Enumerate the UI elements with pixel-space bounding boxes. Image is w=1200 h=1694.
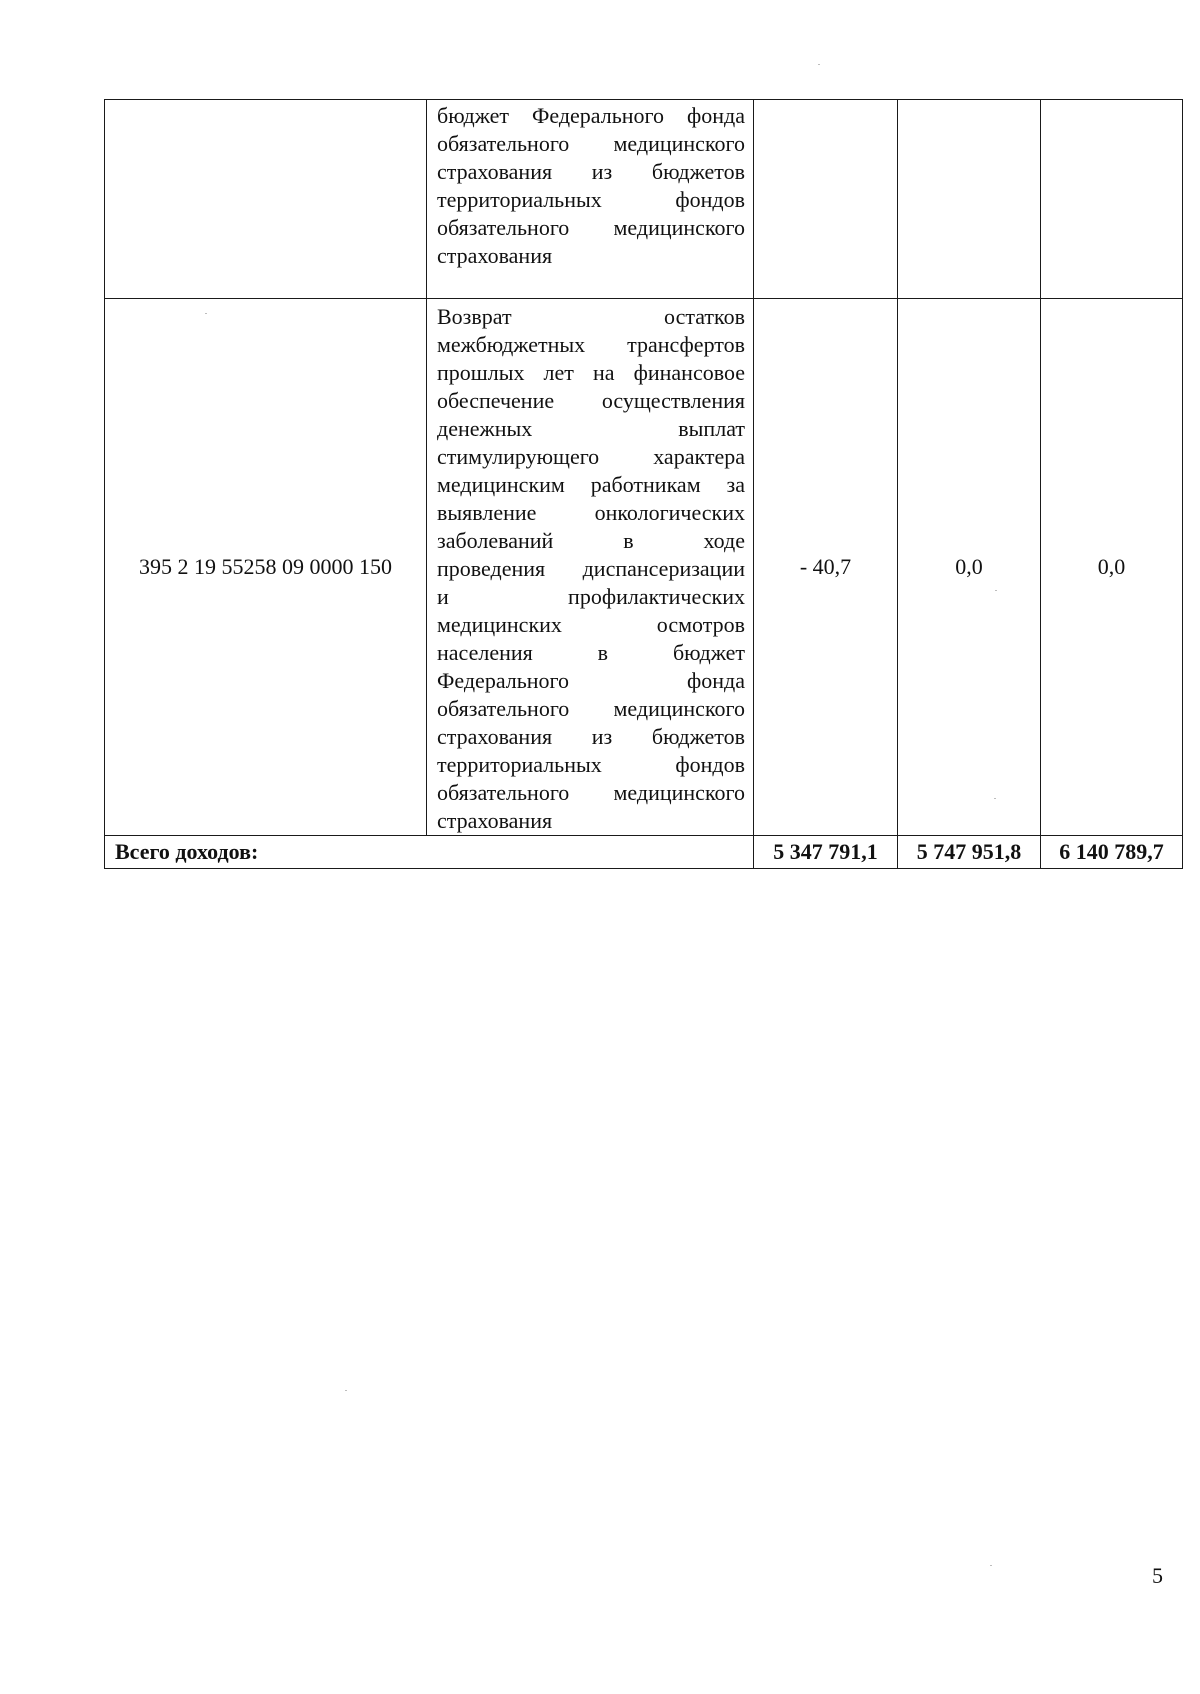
revenue-name xyxy=(427,299,754,836)
name-line: проведения диспансеризации xyxy=(437,556,745,581)
name-line: страхования из бюджетов xyxy=(437,724,745,749)
name-line: стимулирующего характера xyxy=(437,444,745,469)
scan-speck xyxy=(818,64,820,65)
value-cell-empty xyxy=(754,100,898,299)
table-row xyxy=(105,299,1183,836)
name-line: медицинских осмотров xyxy=(437,612,745,637)
total-row xyxy=(105,836,1183,869)
name-line: обязательного медицинского xyxy=(437,215,745,240)
name-line: обязательного медицинского xyxy=(437,780,745,805)
total-label: Всего доходов: xyxy=(105,836,754,869)
name-line: Возврат остатков xyxy=(437,304,745,329)
value-cell-empty xyxy=(1041,100,1183,299)
name-line: и профилактических xyxy=(437,584,745,609)
value-year-3: 0,0 xyxy=(1041,299,1183,836)
value-year-1: - 40,7 xyxy=(754,299,898,836)
table-row-continuation xyxy=(105,100,1183,299)
total-year-2: 5 747 951,8 xyxy=(898,836,1041,869)
revenue-table xyxy=(104,99,1183,869)
name-line: заболеваний в ходе xyxy=(437,528,745,553)
value-year-2: 0,0 xyxy=(898,299,1041,836)
name-cell-continuation xyxy=(427,100,754,299)
budget-code: 395 2 19 55258 09 0000 150 xyxy=(105,299,427,836)
name-line: страхования из бюджетов xyxy=(437,159,745,184)
name-line: Федерального фонда xyxy=(437,668,745,693)
name-line: выявление онкологических xyxy=(437,500,745,525)
name-line: обязательного медицинского xyxy=(437,696,745,721)
value-cell-empty xyxy=(898,100,1041,299)
name-line: обязательного медицинского xyxy=(437,131,745,156)
total-year-1: 5 347 791,1 xyxy=(754,836,898,869)
name-line: населения в бюджет xyxy=(437,640,745,665)
name-line: территориальных фондов xyxy=(437,187,745,212)
name-line: территориальных фондов xyxy=(437,752,745,777)
name-line: страхования xyxy=(437,808,553,833)
name-line: денежных выплат xyxy=(437,416,745,441)
scan-speck xyxy=(990,1565,992,1566)
page-number: 5 xyxy=(1152,1563,1163,1588)
code-cell-empty xyxy=(105,100,427,299)
scan-speck xyxy=(345,1390,347,1391)
name-line: страхования xyxy=(437,243,553,268)
name-line: бюджет Федерального фонда xyxy=(437,103,745,128)
name-line: прошлых лет на финансовое xyxy=(437,360,745,385)
name-line: обеспечение осуществления xyxy=(437,388,745,413)
total-year-3: 6 140 789,7 xyxy=(1041,836,1183,869)
name-line: межбюджетных трансфертов xyxy=(437,332,745,357)
name-line: медицинским работникам за xyxy=(437,472,745,497)
